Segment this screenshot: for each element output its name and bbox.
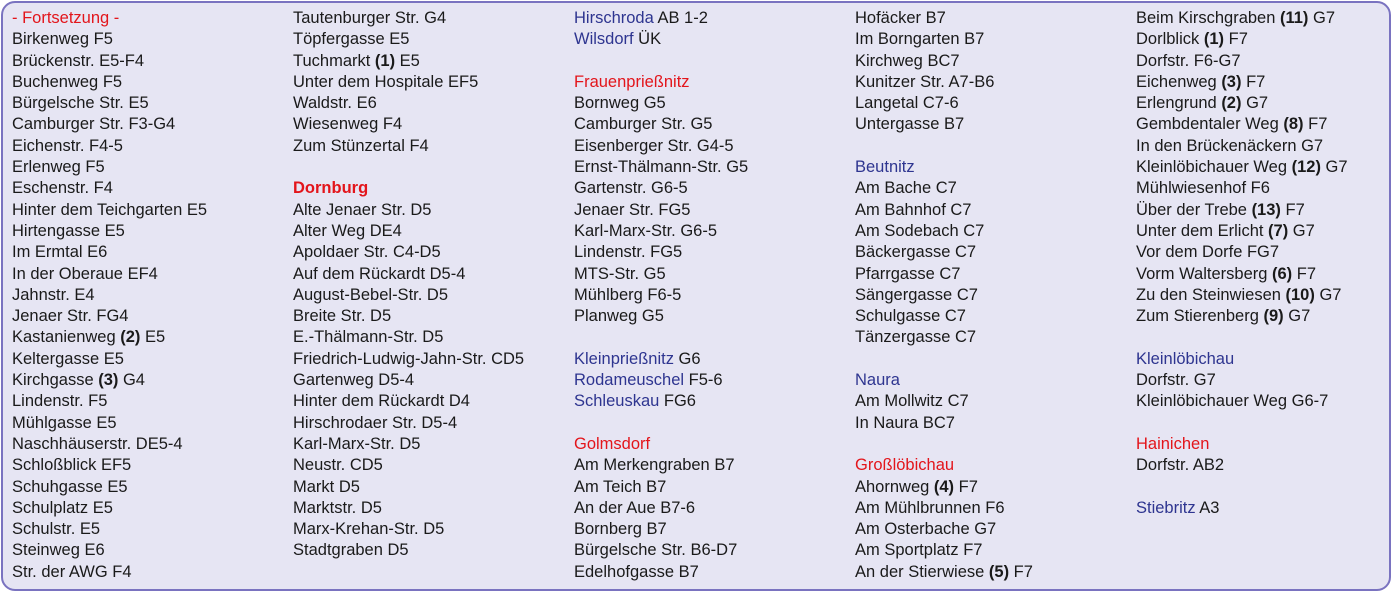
street-name: Brückenstr. E5-F4 (12, 51, 145, 70)
column-5 (1136, 8, 1348, 519)
street-name: Am Sodebach C7 (855, 221, 985, 240)
street-entry (574, 562, 748, 583)
street-name: Naschhäuserstr. DE5-4 (12, 434, 183, 453)
street-name: Sängergasse C7 (855, 285, 978, 304)
street-name: Apoldaer Str. C4-D5 (293, 243, 441, 262)
street-name: Dorfstr. AB2 (1136, 456, 1225, 475)
grid-reference: F7 (1241, 72, 1266, 91)
street-entry (855, 327, 1033, 348)
blank-line (1136, 413, 1348, 434)
street-entry (1136, 306, 1348, 327)
street-name: Birkenweg F5 (12, 30, 113, 49)
street-name: Dorfstr. G7 (1136, 371, 1216, 390)
street-entry (293, 285, 524, 306)
street-name: Unter dem Erlicht (1136, 221, 1269, 240)
street-entry (574, 477, 748, 498)
place-name: Naura (855, 371, 900, 390)
street-name: Waldstr. E6 (293, 94, 377, 113)
column-3 (574, 8, 748, 583)
street-name: Camburger Str. F3-G4 (12, 115, 176, 134)
street-entry (293, 136, 524, 157)
street-name: Ahornweg (855, 477, 934, 496)
street-name: Neustr. CD5 (293, 456, 383, 475)
street-entry (12, 306, 207, 327)
street-name: Am Osterbache G7 (855, 520, 997, 539)
place-heading (574, 8, 748, 29)
street-name: Lindenstr. FG5 (574, 243, 683, 262)
street-entry (293, 8, 524, 29)
street-name: Wiesenweg F4 (293, 115, 403, 134)
blank-line (855, 349, 1033, 370)
grid-reference: F7 (1280, 200, 1305, 219)
grid-reference: F5-6 (684, 371, 723, 390)
street-name: Str. der AWG F4 (12, 562, 132, 581)
street-entry (574, 285, 748, 306)
grid-reference: G7 (1308, 9, 1336, 27)
street-entry (855, 200, 1033, 221)
street-entry (855, 221, 1033, 242)
street-entry (1136, 285, 1348, 306)
street-entry (12, 242, 207, 263)
street-name: Bäckergasse C7 (855, 243, 977, 262)
map-marker-number: (7) (1268, 221, 1289, 240)
street-name: Bürgelsche Str. B6-D7 (574, 541, 738, 560)
street-entry (12, 221, 207, 242)
street-name: Hinter dem Teichgarten E5 (12, 200, 208, 219)
street-entry (855, 285, 1033, 306)
place-name: Kleinprießnitz (574, 349, 674, 368)
place-name: Frauenprießnitz (574, 72, 690, 91)
street-entry (855, 540, 1033, 561)
street-name: Eisenberger Str. G4-5 (574, 136, 734, 155)
place-heading (1136, 434, 1348, 455)
street-entry (574, 519, 748, 540)
street-entry (293, 93, 524, 114)
map-marker-number: (8) (1283, 115, 1304, 134)
grid-reference: FG6 (659, 392, 696, 411)
place-name: Großlöbichau (855, 456, 955, 475)
street-name: Breite Str. D5 (293, 307, 392, 326)
place-name: Dornburg (293, 179, 369, 198)
place-name: Kleinlöbichau (1136, 349, 1235, 368)
street-name: Auf dem Rückardt D5-4 (293, 264, 466, 283)
street-entry (574, 178, 748, 199)
street-entry (12, 136, 207, 157)
street-name: Marktstr. D5 (293, 498, 382, 517)
street-entry (12, 413, 207, 434)
street-entry (1136, 29, 1348, 50)
map-marker-number: (4) (933, 477, 955, 496)
street-name: Kleinlöbichauer Weg (1136, 158, 1292, 177)
street-entry (1136, 391, 1348, 412)
street-name: Hirschrodaer Str. D5-4 (293, 413, 458, 432)
street-entry (293, 370, 524, 391)
street-entry (1136, 157, 1348, 178)
street-entry (293, 327, 524, 348)
grid-reference: AB 1-2 (653, 9, 708, 27)
place-heading (574, 349, 748, 370)
street-entry (293, 455, 524, 476)
blank-line (1136, 477, 1348, 498)
street-name: Kirchgasse (12, 371, 99, 390)
grid-reference: F7 (954, 477, 978, 496)
grid-reference: E5 (395, 51, 420, 70)
place-name: Schleuskau (574, 392, 660, 411)
street-name: Zum Stierenberg (1136, 307, 1264, 326)
street-entry (855, 114, 1033, 135)
street-entry (12, 455, 207, 476)
street-entry (293, 498, 524, 519)
street-entry (855, 29, 1033, 50)
street-entry (1136, 370, 1348, 391)
street-entry (293, 540, 524, 561)
street-entry (12, 349, 207, 370)
place-heading (855, 370, 1033, 391)
street-name: Zum Stünzertal F4 (293, 136, 429, 155)
street-name: Schulplatz E5 (12, 498, 113, 517)
street-name: Mühlgasse E5 (12, 413, 117, 432)
street-name: Gartenweg D5-4 (293, 371, 415, 390)
street-entry (574, 136, 748, 157)
street-name: Kleinlöbichauer Weg G6-7 (1136, 392, 1329, 411)
place-heading (574, 29, 748, 50)
street-name: Keltergasse E5 (12, 349, 124, 368)
street-name: An der Stierwiese (855, 562, 989, 581)
street-name: Hofäcker B7 (855, 9, 946, 27)
street-entry (12, 51, 207, 72)
street-entry (12, 114, 207, 135)
blank-line (1136, 327, 1348, 348)
street-entry (12, 434, 207, 455)
place-heading (1136, 349, 1348, 370)
street-entry (293, 391, 524, 412)
place-heading (574, 434, 748, 455)
street-name: Karl-Marx-Str. G6-5 (574, 221, 718, 240)
street-entry (574, 498, 748, 519)
street-entry (1136, 200, 1348, 221)
map-marker-number: (9) (1263, 307, 1284, 326)
place-name: Rodameuschel (574, 371, 685, 390)
street-name: Jahnstr. E4 (12, 285, 95, 304)
street-name: Am Bache C7 (855, 179, 957, 198)
street-name: Gembdentaler Weg (1136, 115, 1284, 134)
street-entry (1136, 221, 1348, 242)
street-entry (855, 413, 1033, 434)
grid-reference: A3 (1195, 498, 1220, 517)
street-entry (574, 114, 748, 135)
grid-reference: G7 (1314, 285, 1342, 304)
street-name: Mühlwiesenhof F6 (1136, 179, 1270, 198)
blank-line (855, 434, 1033, 455)
street-entry (855, 242, 1033, 263)
street-entry (855, 264, 1033, 285)
blank-line (855, 136, 1033, 157)
grid-reference: F7 (1292, 264, 1317, 283)
street-name: Hinter dem Rückardt D4 (293, 392, 470, 411)
street-entry (855, 562, 1033, 583)
street-name: Ernst-Thälmann-Str. G5 (574, 158, 749, 177)
street-entry (1136, 114, 1348, 135)
street-name: Kastanienweg (12, 328, 121, 347)
blank-line (574, 413, 748, 434)
street-name: Stadtgraben D5 (293, 541, 409, 560)
street-entry (855, 8, 1033, 29)
street-entry (855, 498, 1033, 519)
place-heading (574, 370, 748, 391)
street-entry (293, 114, 524, 135)
street-name: Jenaer Str. FG5 (574, 200, 691, 219)
street-name: Planweg G5 (574, 307, 664, 326)
street-name: Vor dem Dorfe FG7 (1136, 243, 1280, 262)
street-name: An der Aue B7-6 (574, 498, 696, 517)
street-name: E.-Thälmann-Str. D5 (293, 328, 444, 347)
street-name: Über der Trebe (1136, 200, 1252, 219)
street-entry (1136, 51, 1348, 72)
street-name: Schulstr. E5 (12, 520, 101, 539)
grid-reference: G6 (673, 349, 701, 368)
street-entry (855, 51, 1033, 72)
street-entry (12, 477, 207, 498)
street-entry (293, 477, 524, 498)
street-name: Kunitzer Str. A7-B6 (855, 72, 995, 91)
street-entry (12, 498, 207, 519)
street-name: Alte Jenaer Str. D5 (293, 200, 432, 219)
street-name: Mühlberg F6-5 (574, 285, 682, 304)
street-entry (12, 264, 207, 285)
street-entry (855, 72, 1033, 93)
street-entry (1136, 72, 1348, 93)
street-name: Edelhofgasse B7 (574, 562, 699, 581)
street-name: In der Oberaue EF4 (12, 264, 158, 283)
blank-line (574, 51, 748, 72)
street-entry (574, 221, 748, 242)
street-name: Gartenstr. G6-5 (574, 179, 688, 198)
street-name: MTS-Str. G5 (574, 264, 666, 283)
street-name: Lindenstr. F5 (12, 392, 108, 411)
street-name: Am Teich B7 (574, 477, 667, 496)
map-marker-number: (5) (988, 562, 1010, 581)
street-index-panel (1, 1, 1391, 591)
street-name: Steinweg E6 (12, 541, 105, 560)
street-entry (1136, 93, 1348, 114)
street-entry (12, 178, 207, 199)
street-name: In den Brückenäckern G7 (1136, 136, 1324, 155)
street-name: Am Mühlbrunnen F6 (855, 498, 1005, 517)
street-name: Alter Weg DE4 (293, 221, 402, 240)
grid-reference: G7 (1288, 221, 1315, 240)
street-entry (855, 391, 1033, 412)
street-name: Töpfergasse E5 (293, 30, 410, 49)
street-entry (574, 242, 748, 263)
street-entry (1136, 8, 1348, 29)
street-entry (293, 349, 524, 370)
street-name: Am Bahnhof C7 (855, 200, 972, 219)
street-entry (293, 434, 524, 455)
street-name: Im Ermtal E6 (12, 243, 108, 262)
street-name: Dorfstr. F6-G7 (1136, 51, 1241, 70)
place-heading (1136, 498, 1348, 519)
street-name: In Naura BC7 (855, 413, 955, 432)
street-entry (574, 306, 748, 327)
place-name: - Fortsetzung - (12, 9, 120, 27)
street-entry (855, 519, 1033, 540)
grid-reference: F7 (1224, 30, 1248, 49)
street-name: Camburger Str. G5 (574, 115, 713, 134)
street-entry (1136, 136, 1348, 157)
street-entry (1136, 178, 1348, 199)
column-1 (12, 8, 207, 583)
street-entry (12, 285, 207, 306)
street-name: Schuhgasse E5 (12, 477, 128, 496)
map-marker-number: (2) (1221, 94, 1242, 113)
street-name: Unter dem Hospitale EF5 (293, 72, 479, 91)
street-entry (12, 540, 207, 561)
street-name: Hirtengasse E5 (12, 221, 125, 240)
street-name: Schloßblick EF5 (12, 456, 132, 475)
place-name: Stiebritz (1136, 498, 1196, 517)
grid-reference: F7 (1303, 115, 1328, 134)
street-entry (855, 306, 1033, 327)
street-name: Tautenburger Str. G4 (293, 9, 447, 27)
street-entry (293, 413, 524, 434)
street-entry (12, 562, 207, 583)
street-entry (293, 200, 524, 221)
grid-reference: F7 (1009, 562, 1033, 581)
place-heading (855, 455, 1033, 476)
street-entry (293, 221, 524, 242)
street-entry (855, 178, 1033, 199)
street-name: Eichenweg (1136, 72, 1222, 91)
street-entry (12, 72, 207, 93)
street-name: Erlengrund (1136, 94, 1222, 113)
street-name: Am Sportplatz F7 (855, 541, 983, 560)
street-name: Bürgelsche Str. E5 (12, 94, 149, 113)
street-name: Zu den Steinwiesen (1136, 285, 1286, 304)
street-name: Langetal C7-6 (855, 94, 959, 113)
street-entry (12, 29, 207, 50)
place-heading (293, 178, 524, 199)
map-marker-number: (1) (1203, 30, 1225, 49)
place-name: Wilsdorf (574, 30, 634, 49)
map-marker-number: (2) (120, 328, 141, 347)
map-marker-number: (3) (98, 371, 119, 390)
street-entry (1136, 242, 1348, 263)
street-name: Am Merkengraben B7 (574, 456, 735, 475)
street-name: Karl-Marx-Str. D5 (293, 434, 421, 453)
street-entry (12, 370, 207, 391)
place-name: Hirschroda (574, 9, 654, 27)
street-entry (1136, 455, 1348, 476)
street-entry (1136, 264, 1348, 285)
grid-reference: G7 (1320, 158, 1348, 177)
grid-reference: ÜK (633, 30, 662, 49)
street-entry (574, 200, 748, 221)
street-name: Tuchmarkt (293, 51, 375, 70)
street-name: Vorm Waltersberg (1136, 264, 1273, 283)
grid-reference: E5 (140, 328, 166, 347)
grid-reference: G7 (1283, 307, 1311, 326)
blank-line (293, 157, 524, 178)
place-name: Golmsdorf (574, 434, 651, 453)
map-marker-number: (13) (1251, 200, 1281, 219)
street-entry (574, 93, 748, 114)
street-entry (574, 455, 748, 476)
map-marker-number: (6) (1272, 264, 1293, 283)
street-name: Marx-Krehan-Str. D5 (293, 520, 445, 539)
street-entry (293, 72, 524, 93)
place-name: Hainichen (1136, 434, 1210, 453)
blank-line (574, 327, 748, 348)
map-marker-number: (11) (1279, 9, 1309, 27)
street-name: Bornberg B7 (574, 520, 667, 539)
street-entry (12, 200, 207, 221)
street-entry (293, 51, 524, 72)
street-name: August-Bebel-Str. D5 (293, 285, 448, 304)
street-name: Pfarrgasse C7 (855, 264, 961, 283)
street-entry (293, 264, 524, 285)
street-entry (574, 157, 748, 178)
street-name: Bornweg G5 (574, 94, 666, 113)
column-4 (855, 8, 1033, 583)
street-name: Tänzergasse C7 (855, 328, 977, 347)
map-marker-number: (3) (1221, 72, 1242, 91)
street-name: Dorlblick (1136, 30, 1204, 49)
street-entry (12, 519, 207, 540)
street-entry (12, 327, 207, 348)
grid-reference: G7 (1241, 94, 1269, 113)
place-name: Beutnitz (855, 158, 915, 177)
place-heading (574, 72, 748, 93)
street-name: Im Borngarten B7 (855, 30, 985, 49)
place-heading (855, 157, 1033, 178)
grid-reference: G4 (118, 371, 145, 390)
street-entry (855, 477, 1033, 498)
street-name: Eichenstr. F4-5 (12, 136, 123, 155)
map-marker-number: (12) (1291, 158, 1321, 177)
street-entry (293, 29, 524, 50)
street-name: Eschenstr. F4 (12, 179, 113, 198)
street-name: Markt D5 (293, 477, 360, 496)
street-name: Am Mollwitz C7 (855, 392, 969, 411)
street-entry (855, 93, 1033, 114)
street-name: Friedrich-Ludwig-Jahn-Str. CD5 (293, 349, 525, 368)
street-entry (12, 391, 207, 412)
street-name: Erlenweg F5 (12, 158, 105, 177)
map-marker-number: (1) (374, 51, 396, 70)
place-heading (12, 8, 207, 29)
street-entry (293, 242, 524, 263)
street-entry (293, 519, 524, 540)
street-name: Buchenweg F5 (12, 72, 123, 91)
column-2 (293, 8, 524, 562)
street-name: Untergasse B7 (855, 115, 965, 134)
street-entry (293, 306, 524, 327)
street-name: Jenaer Str. FG4 (12, 307, 129, 326)
street-name: Kirchweg BC7 (855, 51, 960, 70)
street-name: Schulgasse C7 (855, 307, 966, 326)
map-marker-number: (10) (1285, 285, 1315, 304)
street-entry (574, 264, 748, 285)
street-entry (12, 93, 207, 114)
street-name: Beim Kirschgraben (1136, 9, 1280, 27)
place-heading (574, 391, 748, 412)
street-entry (574, 540, 748, 561)
street-entry (12, 157, 207, 178)
